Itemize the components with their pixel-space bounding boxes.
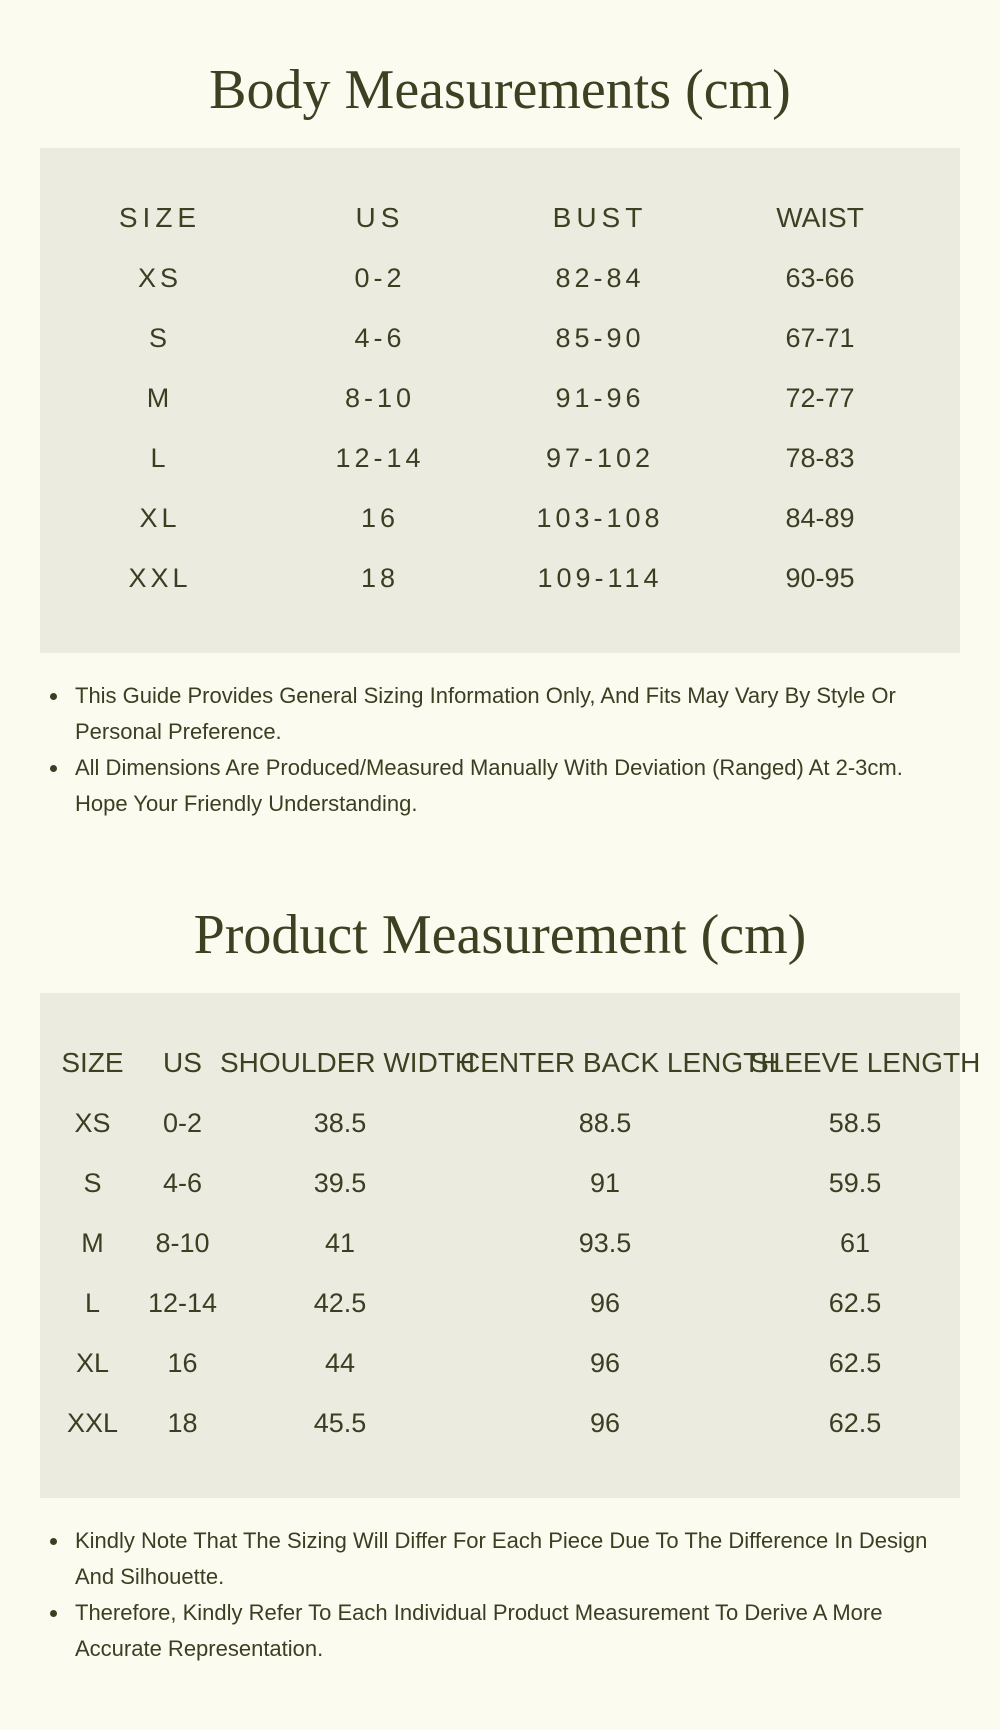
table-row: [40, 428, 960, 488]
table-row: [40, 1273, 960, 1333]
cell-us: 18: [360, 562, 400, 593]
cell-size: S: [83, 1167, 102, 1198]
table-row: [40, 1213, 960, 1273]
column-spacer: [920, 308, 960, 368]
cell-size: XS: [137, 262, 183, 293]
table-row: [40, 1093, 960, 1153]
cell-size: XXL: [128, 562, 192, 593]
cell-waist: 72-77: [785, 382, 855, 413]
body-measurements-panel: [40, 148, 960, 653]
column-header-us: US: [355, 202, 405, 233]
table-row: [40, 308, 960, 368]
cell-shoulder-width: 42.5: [313, 1287, 367, 1318]
cell-us: 8-10: [155, 1227, 210, 1258]
cell-waist: 67-71: [785, 322, 855, 353]
cell-center-back-length: 91: [589, 1167, 621, 1198]
cell-bust: 91-96: [555, 382, 645, 413]
cell-shoulder-width: 45.5: [313, 1407, 367, 1438]
cell-shoulder-width: 38.5: [313, 1107, 367, 1138]
cell-bust: 97-102: [545, 442, 655, 473]
column-spacer: [920, 488, 960, 548]
bullet-icon: [50, 693, 57, 700]
cell-size: S: [148, 322, 171, 353]
list-item: [40, 1523, 960, 1595]
cell-us: 4-6: [354, 322, 406, 353]
cell-waist: 78-83: [785, 442, 855, 473]
cell-size: XS: [74, 1107, 111, 1138]
column-header-bust: BUST: [552, 202, 648, 233]
cell-center-back-length: 96: [589, 1287, 621, 1318]
cell-us: 4-6: [162, 1167, 203, 1198]
list-item: [40, 1595, 960, 1667]
note-text: Therefore, Kindly Refer To Each Individual Product Measurement To Derive A More Accurate Representation.: [75, 1600, 883, 1661]
table-row: [40, 1393, 960, 1453]
column-spacer: [920, 248, 960, 308]
column-header-waist: WAIST: [776, 202, 864, 233]
bullet-icon: [50, 1610, 57, 1617]
cell-waist: 63-66: [785, 262, 855, 293]
cell-bust: 85-90: [555, 322, 645, 353]
bullet-icon: [50, 1538, 57, 1545]
table-row: [40, 488, 960, 548]
cell-waist: 84-89: [785, 502, 855, 533]
cell-center-back-length: 93.5: [578, 1227, 632, 1258]
cell-sleeve-length: 62.5: [828, 1287, 882, 1318]
note-text: This Guide Provides General Sizing Information Only, And Fits May Vary By Style Or Personal Preference.: [75, 683, 896, 744]
cell-size: M: [81, 1227, 104, 1258]
cell-us: 12-14: [335, 442, 425, 473]
cell-us: 18: [167, 1407, 198, 1438]
column-spacer: [920, 428, 960, 488]
column-header-shoulder-width: SHOULDER WIDTH: [220, 1047, 476, 1078]
cell-size: L: [150, 442, 170, 473]
list-item: [40, 678, 960, 750]
body-measurements-title: Body Measurements (cm): [209, 59, 791, 121]
cell-bust: 109-114: [537, 562, 663, 593]
body-measurements-table: [40, 188, 960, 608]
cell-size: XL: [139, 502, 181, 533]
table-header-row: [40, 188, 960, 248]
cell-us: 16: [167, 1347, 198, 1378]
cell-sleeve-length: 59.5: [828, 1167, 882, 1198]
column-spacer: [920, 188, 960, 248]
column-header-center-back-length: CENTER BACK LENGTH: [460, 1047, 781, 1078]
cell-sleeve-length: 62.5: [828, 1347, 882, 1378]
cell-sleeve-length: 62.5: [828, 1407, 882, 1438]
product-measurement-table: [40, 1033, 981, 1453]
product-measurement-title: Product Measurement (cm): [193, 904, 807, 966]
column-spacer: [920, 368, 960, 428]
table-row: [40, 248, 960, 308]
cell-us: 8-10: [344, 382, 416, 413]
cell-us: 0-2: [162, 1107, 203, 1138]
cell-sleeve-length: 61: [839, 1227, 871, 1258]
cell-us: 16: [360, 502, 400, 533]
table-row: [40, 1153, 960, 1213]
note-text: All Dimensions Are Produced/Measured Manually With Deviation (Ranged) At 2-3cm. Hope Your Friendly Understanding.: [75, 755, 903, 816]
column-header-size: SIZE: [118, 202, 202, 233]
list-item: [40, 750, 960, 822]
bullet-icon: [50, 765, 57, 772]
note-text: Kindly Note That The Sizing Will Differ For Each Piece Due To The Difference In Design And Silhouette.: [75, 1528, 928, 1589]
table-row: [40, 1333, 960, 1393]
cell-size: XL: [75, 1347, 110, 1378]
product-measurement-panel: [40, 993, 981, 1498]
cell-waist: 90-95: [785, 562, 855, 593]
cell-sleeve-length: 58.5: [828, 1107, 882, 1138]
column-header-us: US: [163, 1047, 202, 1078]
table-header-row: [40, 1033, 960, 1093]
cell-shoulder-width: 39.5: [313, 1167, 367, 1198]
table-row: [40, 368, 960, 428]
cell-shoulder-width: 41: [324, 1227, 356, 1258]
cell-center-back-length: 96: [589, 1347, 621, 1378]
cell-size: M: [146, 382, 174, 413]
cell-center-back-length: 96: [589, 1407, 621, 1438]
cell-center-back-length: 88.5: [578, 1107, 632, 1138]
cell-us: 0-2: [354, 262, 406, 293]
column-header-size: SIZE: [61, 1047, 124, 1078]
cell-bust: 82-84: [555, 262, 645, 293]
cell-bust: 103-108: [536, 502, 664, 533]
table-row: [40, 548, 960, 608]
column-spacer: [920, 548, 960, 608]
cell-size: XXL: [66, 1407, 119, 1438]
cell-size: L: [84, 1287, 101, 1318]
body-notes-list: [40, 678, 960, 822]
cell-shoulder-width: 44: [324, 1347, 356, 1378]
column-header-sleeve-length: SLEEVE LENGTH: [750, 1047, 981, 1078]
product-notes-list: [40, 1523, 960, 1667]
cell-us: 12-14: [147, 1287, 218, 1318]
